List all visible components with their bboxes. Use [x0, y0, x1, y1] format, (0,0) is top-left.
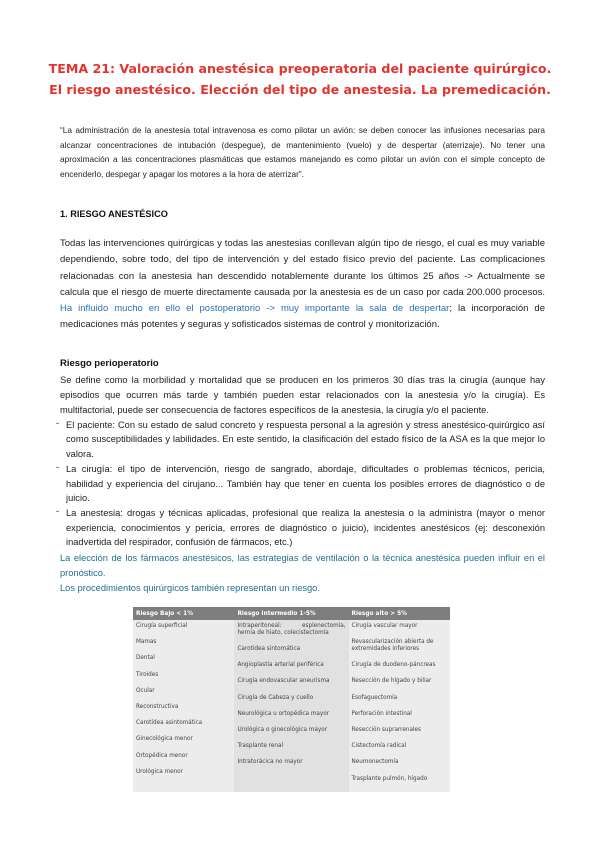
table-header-row — [133, 607, 450, 620]
paragraph-text-a: Todas las intervenciones quirúrgicas y todas las anestesias conllevan algún tipo de riesgo, el cual es muy variable dependiendo, sobre todo, del tipo de intervención y del estado físico previo del paciente. Las complicaciones relacionadas con la anestesia han descendido notablemente durante los últimos 25 años -> Actualmente se calcula que el riesgo de muerte directamente causada por la anestesia es de un caso por cada 200.000 procesos. — [60, 238, 545, 298]
section-paragraph — [60, 236, 545, 334]
table-row — [133, 620, 450, 792]
table-cell: Mamas — [136, 639, 157, 646]
epigraph-quote: “La administración de la anestesia total intravenosa es como pilotar un avión: se deben conocer las infusiones necesarias para alcanzar concentraciones de intubación (despegue), de mantenimiento (vuelo) y de despertar (aterrizaje). No tener una aproximación a las concentraciones plasmáticas que estamos manejando es como pilotar un avión con el simple concepto de encenderlo, despegar y apagar los motores a la hora de aterrizar”. — [60, 125, 545, 179]
note-anesthetic-choice: La elección de los fármacos anestésicos, las estrategias de ventilación o la técnica anestésica pueden influir en el pronóstico. — [60, 553, 545, 578]
table-cell: Ortopédica menor — [136, 752, 188, 759]
table-cell: Intratorácica no mayor — [237, 759, 303, 766]
list-item — [56, 506, 545, 549]
list-item-text: La cirugía: el tipo de intervención, riesgo de sangrado, abordaje, dificultades o problemas técnicos, pericia, habilidad y experiencia del cirujano... También hay que tener en cuenta los posibles errores de diagnóstico o de juicio. — [66, 464, 545, 504]
list-item-text: La anestesia: drogas y técnicas aplicadas, profesional que realiza la anestesia o la administra (mayor o menor experiencia, conocimientos y pericia, errores de diagnóstico o juicio), incidentes anestésicos (ej: desconexión inadvertida del respirador, confusión de fármacos, etc.) — [66, 508, 545, 548]
table-cell: Perforación intestinal — [351, 710, 412, 717]
table-cell: Ocular — [136, 687, 155, 694]
list-item-text: El paciente: Con su estado de salud concreto y respuesta personal a la agresión y stress anestésico-quirúrgico así como susceptibilidades y labilidades. En este sentido, la clasificación del estado físico de la ASA es la que mejor lo valora. — [66, 420, 545, 459]
intermediate-risk-column — [234, 620, 348, 792]
paragraph-highlight: Ha influido mucho en ello el postoperatorio -> muy importante la sala de despertar — [60, 303, 450, 315]
table-cell: Cirugía de duodeno-páncreas — [351, 662, 436, 669]
title-line-1: TEMA 21: Valoración anestésica preoperatoria del paciente quirúrgico. — [48, 61, 552, 76]
table-cell: Cirugía vascular mayor — [351, 623, 418, 629]
note-surgical-procedures: Los procedimientos quirúrgicos también representan un riesgo. — [60, 583, 320, 593]
high-risk-column — [349, 620, 450, 792]
table-cell: Trasplante pulmón, hígado — [351, 775, 428, 782]
dash-bullet-icon: - — [56, 462, 60, 473]
table-cell: Neurológica u ortopédica mayor — [237, 710, 330, 717]
list-item — [56, 418, 545, 461]
table-cell: Cirugía endovascular aneurisma — [237, 678, 330, 685]
table-cell: Urológica o ginecológica mayor — [237, 726, 328, 733]
table-cell: Intraperitoneal: esplenectomía, hernia de hiato, colecistectomía — [237, 623, 346, 637]
page-title — [40, 58, 560, 100]
dash-bullet-icon: - — [56, 418, 60, 428]
table-cell: Trasplante renal — [237, 743, 284, 750]
table-cell: Cirugía de Cabeza y cuello — [237, 694, 314, 701]
table-cell: Urológica menor — [136, 768, 183, 775]
high-risk-list — [352, 620, 447, 792]
risk-factor-list — [56, 418, 545, 551]
table-cell: Ginecológica menor — [136, 736, 193, 743]
table-cell: Tiroides — [136, 671, 159, 678]
table-cell: Revascularización abierta de extremidades inferiores — [351, 639, 434, 653]
table-cell: Neumonectomía — [351, 759, 399, 766]
header-high-risk: Riesgo alto > 5% — [349, 607, 450, 620]
surgical-risk-table — [133, 607, 450, 792]
intermediate-risk-list — [237, 620, 345, 776]
title-line-2: El riesgo anestésico. Elección del tipo de anestesia. La premedicación. — [49, 82, 551, 97]
perioperatorio-intro: Se define como la morbilidad y mortalidad que se producen en los primeros 30 días tras la cirugía (aunque hay episodios que ocurren más tarde y también pueden estar relacionados con la anestesia y/o la cirugía). Es multifactorial, puede ser consecuencia de factores específicos de la anestesia, la cirugía y/o el paciente. — [60, 375, 545, 415]
table-cell: Carotídea asintomática — [136, 720, 203, 727]
header-low-risk: Riesgo Bajo < 1% — [133, 607, 234, 620]
table-cell: Resección de hígado y biliar — [351, 678, 432, 685]
paragraph-text-b: ; la incorporación de medicaciones más potentes y seguras y sofisticados sistemas de control y monitorización. — [60, 303, 546, 331]
table-cell: Resección suprarrenales — [351, 726, 422, 733]
subheading-riesgo-perioperatorio: Riesgo perioperatorio — [60, 358, 159, 369]
table-cell: Carotidea sintomática — [237, 646, 301, 652]
low-risk-list — [136, 620, 231, 785]
table-cell: Angioplastia arterial periférica — [237, 662, 324, 669]
list-item — [56, 462, 545, 505]
dash-bullet-icon: - — [56, 506, 60, 517]
table-cell: Cistectomía radical — [351, 743, 407, 750]
section-heading-riesgo-anestesico: 1. RIESGO ANESTÉSICO — [60, 209, 168, 219]
header-intermediate-risk: Riesgo Intermedio 1-5% — [234, 607, 348, 620]
table-cell: Esofaguectomía — [351, 694, 398, 701]
table-cell: Cirugía superficial — [136, 623, 188, 629]
low-risk-column — [133, 620, 234, 792]
table-cell: Dental — [136, 655, 155, 662]
table-cell: Reconstructiva — [136, 703, 179, 710]
